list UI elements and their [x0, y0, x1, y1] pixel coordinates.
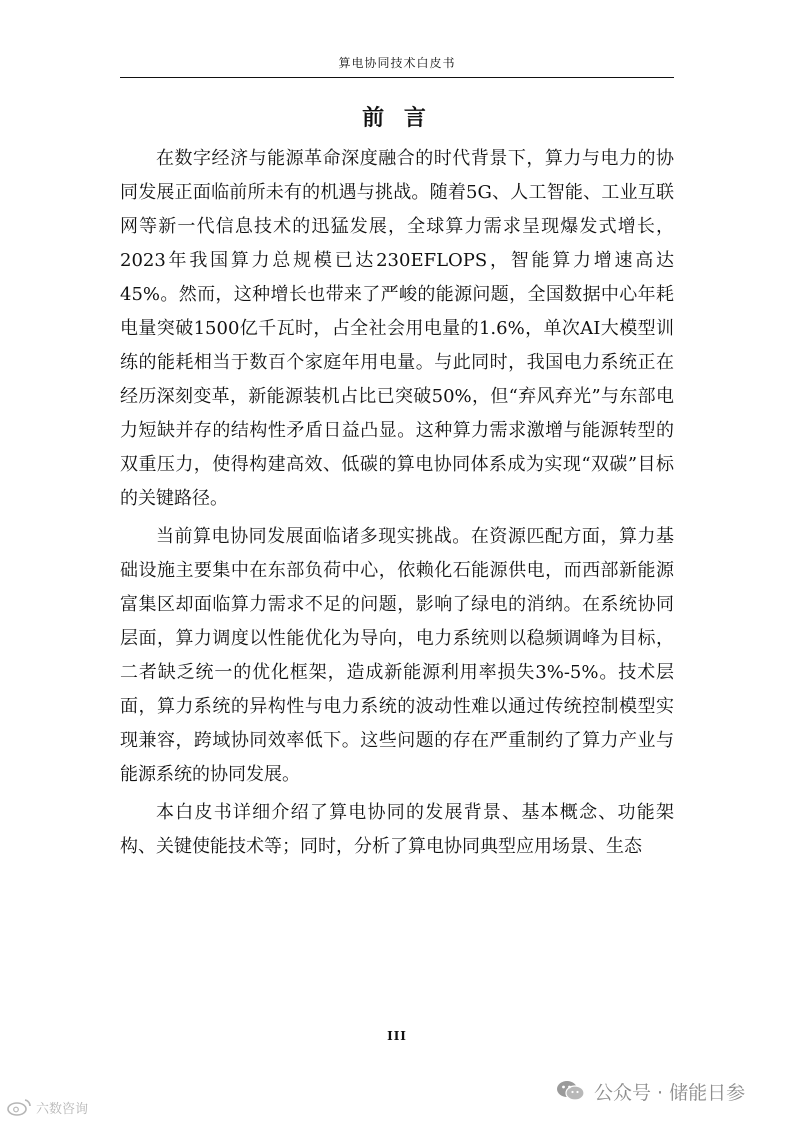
weibo-icon — [6, 1098, 32, 1116]
watermark-left-text: 六数咨询 — [36, 1101, 89, 1117]
watermark-left — [6, 1096, 88, 1118]
watermark-right — [556, 1077, 745, 1105]
paragraph-3: 本白皮书详细介绍了算电协同的发展背景、基本概念、功能架构、关键使能技术等；同时，分析了算电协同典型应用场景、生态 — [120, 802, 674, 857]
body-text — [120, 142, 674, 868]
header-rule — [120, 77, 674, 78]
paragraph-1: 在数字经济与能源革命深度融合的时代背景下，算力与电力的协同发展正面临前所未有的机遇与挑战。随着5G、人工智能、工业互联网等新一代信息技术的迅猛发展，全球算力需求呈现爆发式增长，2023年我国算力总规模已达230EFLOPS，智能算力增速高达45%。然而，这种增长也带来了严峻的能源问题，全国数据中心年耗电量突破1500亿千瓦时，占全社会用电量的1.6%，单次AI大模型训练的能耗相当于数百个家庭年用电量。与此同时，我国电力系统正在经历深刻变革，新能源装机占比已突破50%，但“弃风弃光”与东部电力短缺并存的结构性矛盾日益凸显。这种算力需求激增与能源转型的双重压力，使得构建高效、低碳的算电协同体系成为实现“双碳”目标的关键路径。 — [120, 148, 674, 509]
paragraph-2: 当前算电协同发展面临诸多现实挑战。在资源匹配方面，算力基础设施主要集中在东部负荷中心，依赖化石能源供电，而西部新能源富集区却面临算力需求不足的问题，影响了绿电的消纳。在系统协同层面，算力调度以性能优化为导向，电力系统则以稳频调峰为目标，二者缺乏统一的优化框架，造成新能源利用率损失3%-5%。技术层面，算力系统的异构性与电力系统的波动性难以通过传统控制模型实现兼容，跨域协同效率低下。这些问题的存在严重制约了算力产业与能源系统的协同发展。 — [120, 526, 674, 785]
page-number: III — [387, 1029, 407, 1043]
wechat-icon — [556, 1079, 586, 1103]
watermark-right-text: 公众号 · 储能日参 — [594, 1081, 746, 1104]
header-title: 算电协同技术白皮书 — [338, 56, 456, 70]
page-heading: 前 言 — [362, 106, 432, 131]
